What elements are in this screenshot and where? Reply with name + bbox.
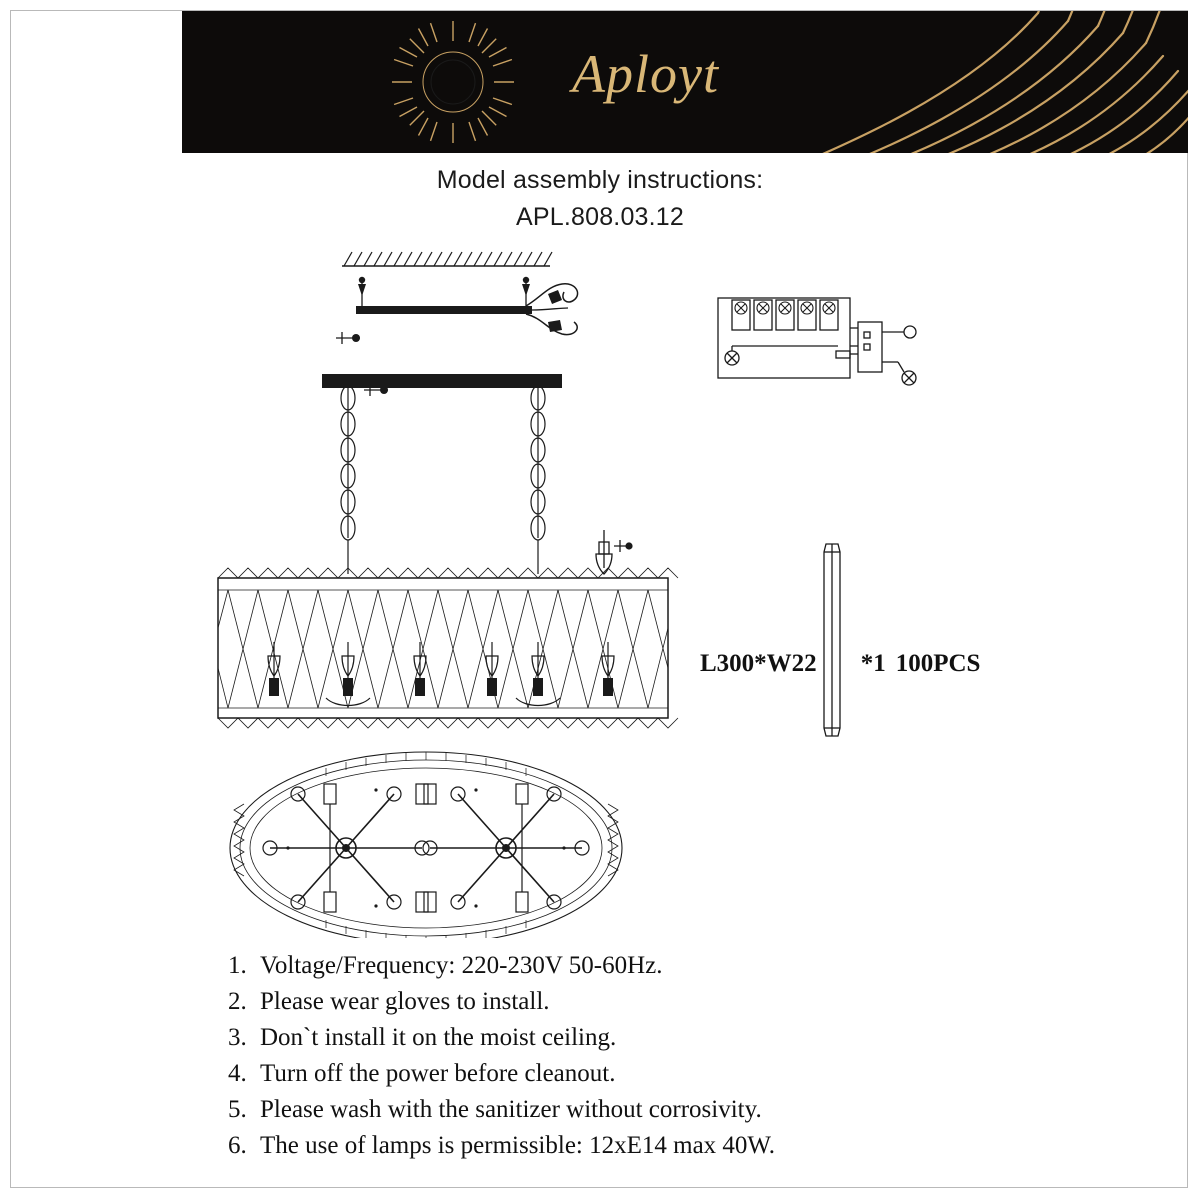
note-number: 3. — [228, 1024, 247, 1051]
list-item — [228, 1024, 1028, 1052]
list-item — [228, 1132, 1028, 1160]
part-quantity: *1 — [860, 650, 886, 677]
safety-notes-list — [228, 952, 1028, 1168]
terminal-block-wiring-diagram — [706, 288, 946, 418]
note-text: Voltage/Frequency: 220-230V 50-60Hz. — [260, 952, 663, 979]
note-text: Turn off the power before cleanout. — [260, 1060, 616, 1087]
sunburst-icon — [388, 17, 518, 147]
part-spec-label — [700, 650, 980, 678]
part-dimensions: L300*W22 — [700, 650, 817, 677]
note-number: 2. — [228, 988, 247, 1015]
crystal-rod-part-diagram — [812, 530, 852, 750]
pendant-chandelier-assembly-diagram — [196, 238, 696, 938]
part-pieces: 100PCS — [895, 650, 981, 677]
title-line-1: Model assembly instructions: — [436, 166, 764, 194]
title-line-2: APL.808.03.12 — [515, 203, 685, 231]
list-item — [228, 1060, 1028, 1088]
list-item — [228, 952, 1028, 980]
note-text: The use of lamps is permissible: 12xE14 max 40W. — [260, 1132, 775, 1159]
list-item — [228, 1096, 1028, 1124]
list-item — [228, 988, 1028, 1016]
brand-header — [182, 11, 1188, 153]
note-text: Don`t install it on the moist ceiling. — [260, 1024, 617, 1051]
note-number: 6. — [228, 1132, 247, 1159]
page-title — [0, 166, 1200, 232]
note-number: 1. — [228, 952, 247, 979]
note-number: 5. — [228, 1096, 247, 1123]
note-text: Please wear gloves to install. — [260, 988, 550, 1015]
brand-name: Aployt — [572, 44, 719, 104]
note-text: Please wash with the sanitizer without corrosivity. — [260, 1096, 762, 1123]
note-number: 4. — [228, 1060, 247, 1087]
radial-fan-icon — [738, 11, 1188, 153]
